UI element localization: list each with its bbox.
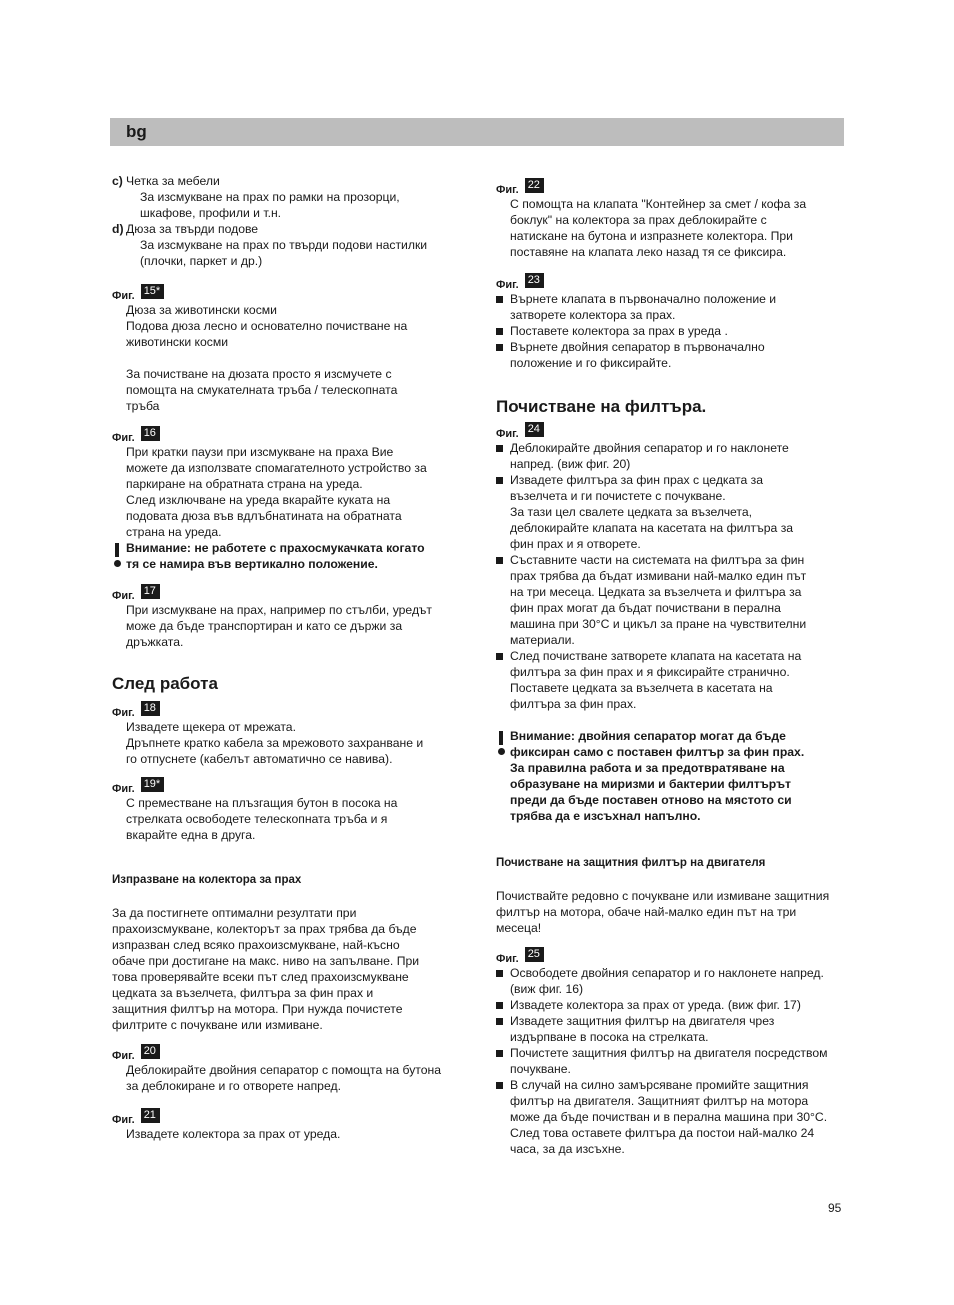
- section-heading-filter-cleaning: Почистване на филтъра.: [496, 397, 707, 416]
- bullet-item: [496, 339, 846, 371]
- fig-25-bullets: [496, 965, 846, 1157]
- text-line: Внимание: не работете с прахосмукачката когато: [126, 541, 425, 555]
- bullet-text-line: Извадете защитния филтър на двигателя чрез: [510, 1014, 775, 1028]
- bullet-item: [496, 440, 846, 472]
- text-line: поставяне на клапата леко назад тя се фиксира.: [510, 245, 787, 259]
- fig-15-text: [112, 302, 462, 350]
- text-line: За изсмукване на прах по твърди подови настилки: [140, 238, 428, 252]
- bullet-text-line: Поставете цедката за възелчета в касетата на: [510, 681, 773, 695]
- text-line: боклук" на колектора за прах деблокирайте с: [510, 213, 767, 227]
- text-line: подовата дюза във вдлъбнатината на обратната: [126, 509, 402, 523]
- warning-filter: [496, 728, 846, 824]
- fig-16-text: [112, 444, 462, 540]
- fig-19-label: [112, 776, 462, 795]
- bullet-text-line: Почистете защитния филтър на двигателя посредством: [510, 1046, 828, 1060]
- item-d-label: d): [112, 222, 124, 236]
- text-line: прахоизсмукване, колекторът за прах трябва да бъде: [112, 922, 417, 936]
- fig-21-label: [112, 1107, 462, 1126]
- text-line: За изсмукване на прах по рамки на прозорци,: [140, 190, 400, 204]
- fig-number-badge: 22: [525, 178, 544, 193]
- text-line: страна на уреда.: [126, 525, 222, 539]
- bullet-text-line: (виж фиг. 16): [510, 982, 584, 996]
- fig-word: Фиг.: [496, 428, 519, 440]
- warning-dot-icon: [498, 748, 505, 755]
- bullet-item: [496, 472, 846, 552]
- text-line: образуване на миризми и бактерии филтърът: [510, 777, 792, 791]
- subheading-motor-filter: Почистване на защитния филтър на двигателя: [496, 857, 766, 869]
- fig-number-badge: 19*: [141, 777, 165, 792]
- fig-number-badge: 25: [525, 947, 544, 962]
- fig-word: Фиг.: [112, 290, 135, 302]
- text-line: филтър на мотора, обаче най-малко един път на три: [496, 905, 797, 919]
- fig-word: Фиг.: [112, 783, 135, 795]
- bullet-text-line: положение и го фиксирайте.: [510, 356, 672, 370]
- text-line: животински косми: [126, 335, 229, 349]
- text-line: това проверявайте всеки път след прахоизсмукване: [112, 970, 409, 984]
- text-line: След изключване на уреда вкарайте куката на: [126, 493, 391, 507]
- item-d: [112, 221, 462, 269]
- motor-filter-text: [496, 888, 846, 936]
- text-line: може да бъде транспортиран и като се държи за: [126, 619, 403, 633]
- fig-number-badge: 24: [525, 422, 544, 437]
- item-c-text: [126, 189, 462, 221]
- warning-icon: [115, 543, 119, 557]
- fig-18-text: [112, 719, 462, 767]
- bullet-text-line: филтъра за фин прах и я фиксирайте странично.: [510, 665, 790, 679]
- bullet-text-line: филтър на двигателя. Защитният филтър на мотора: [510, 1094, 809, 1108]
- text-line: тя се намира във вертикално положение.: [126, 557, 378, 571]
- text-line: обаче при достигане на макс. ниво на запълване. При: [112, 954, 420, 968]
- fig-word: Фиг.: [112, 590, 135, 602]
- fig-17-text: [112, 602, 462, 650]
- fig-word: Фиг.: [112, 1114, 135, 1126]
- text-line: трябва да е изсъхнал напълно.: [510, 809, 701, 823]
- bullet-text-line: издърпване в посока на стрелката.: [510, 1030, 709, 1044]
- language-header-bar: [110, 118, 844, 146]
- fig-21-text: [112, 1126, 462, 1142]
- warning-dot-icon: [114, 560, 121, 567]
- fig-number-badge: 18: [141, 701, 160, 716]
- fig-19-text: [112, 795, 462, 843]
- fig-23-bullets: [496, 291, 846, 371]
- text-line: защитния филтър на мотора. При нужда почистете: [112, 1002, 403, 1016]
- fig-number-badge: 17: [141, 584, 160, 599]
- bullet-text-line: Съставните части на системата на филтъра за фин: [510, 553, 805, 567]
- bullet-text-line: прах трябва да бъдат измивани най-малко един път: [510, 569, 807, 583]
- fig-number-badge: 20: [141, 1044, 160, 1059]
- bullet-text-line: фин прах и я отворете.: [510, 537, 641, 551]
- warning-text: [510, 728, 846, 824]
- text-line: месеца!: [496, 921, 542, 935]
- bullet-text-line: материали.: [510, 633, 575, 647]
- item-c-label: c): [112, 174, 123, 188]
- page-number: 95: [828, 1201, 842, 1215]
- bullet-text-line: След това оставете филтъра да постои най-малко 24: [510, 1126, 815, 1140]
- bullet-item: [496, 1045, 846, 1077]
- bullet-item: [496, 997, 846, 1013]
- item-c: [112, 173, 462, 221]
- bullet-text-line: След почистване затворете клапата на касетата на: [510, 649, 802, 663]
- fig-15-text-2: [112, 366, 462, 414]
- text-line: изпразван след всяко прахоизсмукване, най-късно: [112, 938, 400, 952]
- bullet-text-line: напред. (виж фиг. 20): [510, 457, 631, 471]
- fig-22-label: [496, 177, 846, 196]
- warning-icon: [499, 731, 503, 745]
- text-line: С помощта на клапата "Контейнер за смет / кофа за: [510, 197, 807, 211]
- text-line: фиксиран само с поставен филтър за фин прах.: [510, 745, 805, 759]
- warning-text: [126, 540, 462, 572]
- bullet-item: [496, 965, 846, 997]
- bullet-text-line: Извадете колектора за прах от уреда. (виж фиг. 17): [510, 998, 801, 1012]
- language-code: bg: [126, 122, 147, 141]
- bullet-text-line: В случай на силно замърсяване промийте защитния: [510, 1078, 809, 1092]
- bullet-text-line: За тази цел свалете цедката за възелчета,: [510, 505, 753, 519]
- bullet-text-line: на три месеца. Цедката за възелчета и филтъра за: [510, 585, 802, 599]
- fig-25-label: [496, 946, 846, 965]
- text-line: го отпуснете (кабелът автоматично се навива).: [126, 752, 393, 766]
- bullet-item: [496, 323, 846, 339]
- text-line: стрелката освободете телескопната тръба и я: [126, 812, 388, 826]
- text-line: вкарайте една в друга.: [126, 828, 256, 842]
- text-line: натискане на бутона и изпразнете колектора. При: [510, 229, 793, 243]
- fig-16-label: [112, 425, 462, 444]
- text-line: Подова дюза лесно и основателно почистване на: [126, 319, 408, 333]
- text-line: С преместване на плъзгащия бутон в посока на: [126, 796, 398, 810]
- fig-17-label: [112, 583, 462, 602]
- text-line: Почиствайте редовно с почукване или измиване защитния: [496, 889, 830, 903]
- bullet-text-line: машина при 30°С и цикъл за пране на чувствителни: [510, 617, 807, 631]
- bullet-text-line: затворете колектора за прах.: [510, 308, 676, 322]
- text-line: преди да бъде поставен отново на мястото си: [510, 793, 792, 807]
- text-line: паркиране на обратната страна на уреда.: [126, 477, 363, 491]
- text-line: за деблокиране и го отворете напред.: [126, 1079, 341, 1093]
- bullet-item: [496, 1013, 846, 1045]
- fig-24-label: [496, 421, 846, 440]
- bullet-text-line: Върнете двойния сепаратор в първоначално: [510, 340, 765, 354]
- fig-22-text: [496, 196, 846, 260]
- bullet-item: [496, 291, 846, 323]
- text-line: При кратки паузи при изсмукване на праха Вие: [126, 445, 394, 459]
- fig-number-badge: 21: [141, 1108, 160, 1123]
- text-line: можете да използвате спомагателното устройство за: [126, 461, 427, 475]
- fig-word: Фиг.: [112, 432, 135, 444]
- text-line: дръжката.: [126, 635, 184, 649]
- text-line: тръба: [126, 399, 160, 413]
- right-column: [496, 173, 846, 1157]
- bullet-text-line: може да бъде почистван и в перална машина при 30°С.: [510, 1110, 828, 1124]
- left-column: [112, 173, 462, 1142]
- fig-number-badge: 15*: [141, 284, 165, 299]
- bullet-text-line: Извадете филтъра за фин прах с цедката за: [510, 473, 764, 487]
- bullet-text-line: Деблокирайте двойния сепаратор и го наклонете: [510, 441, 789, 455]
- fig-number-badge: 16: [141, 426, 160, 441]
- bullet-text-line: Поставете колектора за прах в уреда .: [510, 324, 728, 338]
- item-c-title: Четка за мебели: [126, 174, 220, 188]
- fig-word: Фиг.: [496, 184, 519, 196]
- bullet-text-line: фин прах могат да бъдат почиствани в перална: [510, 601, 781, 615]
- text-line: За да постигнете оптимални резултати при: [112, 906, 357, 920]
- text-line: (плочки, паркет и др.): [140, 254, 263, 268]
- text-line: цедката за възелчета, филтъра за фин прах и: [112, 986, 374, 1000]
- fig-20-text: [112, 1062, 462, 1094]
- bullet-text-line: часа, за да изсъхне.: [510, 1142, 625, 1156]
- fig-18-label: [112, 700, 462, 719]
- fig-23-label: [496, 272, 846, 291]
- text-line: Внимание: двойния сепаратор могат да бъде: [510, 729, 786, 743]
- fig-word: Фиг.: [496, 279, 519, 291]
- fig-word: Фиг.: [112, 707, 135, 719]
- item-d-title: Дюза за твърди подове: [126, 222, 259, 236]
- fig-word: Фиг.: [496, 953, 519, 965]
- text-line: Дръпнете кратко кабела за мрежовото захранване и: [126, 736, 424, 750]
- bullet-text-line: деблокирайте клапата на касетата на филтъра за: [510, 521, 794, 535]
- bullet-text-line: Освободете двойния сепаратор и го наклонете напред.: [510, 966, 824, 980]
- text-line: шкафове, профили и т.н.: [140, 206, 282, 220]
- bullet-text-line: почукване.: [510, 1062, 571, 1076]
- section-heading-after-work: След работа: [112, 674, 218, 693]
- fig-15-label: [112, 283, 462, 302]
- item-d-text: [126, 237, 462, 269]
- text-line: Дюза за животински косми: [126, 303, 277, 317]
- bullet-text-line: Върнете клапата в първоначално положение и: [510, 292, 777, 306]
- text-line: При изсмукване на прах, например по стълби, уредът: [126, 603, 432, 617]
- text-line: За правилна работа и за предотвратяване на: [510, 761, 785, 775]
- empty-collector-text: [112, 905, 462, 1033]
- fig-word: Фиг.: [112, 1050, 135, 1062]
- bullet-item: [496, 648, 846, 712]
- text-line: Извадете колектора за прах от уреда.: [126, 1127, 341, 1141]
- fig-20-label: [112, 1043, 462, 1062]
- text-line: Деблокирайте двойния сепаратор с помощта на бутона: [126, 1063, 442, 1077]
- text-line: Извадете щекера от мрежата.: [126, 720, 296, 734]
- text-line: За почистване на дюзата просто я изсмучете с: [126, 367, 392, 381]
- bullet-text-line: филтъра за фин прах.: [510, 697, 637, 711]
- subheading-empty-collector: Изпразване на колектора за прах: [112, 874, 302, 886]
- bullet-item: [496, 552, 846, 648]
- bullet-text-line: възелчета и ги почистете с почукване.: [510, 489, 726, 503]
- fig-number-badge: 23: [525, 273, 544, 288]
- fig-24-bullets: [496, 440, 846, 712]
- warning-vertical: [112, 540, 462, 572]
- bullet-item: [496, 1077, 846, 1157]
- text-line: филтрите с почукване или измиване.: [112, 1018, 323, 1032]
- text-line: помощта на смукателната тръба / телескопната: [126, 383, 398, 397]
